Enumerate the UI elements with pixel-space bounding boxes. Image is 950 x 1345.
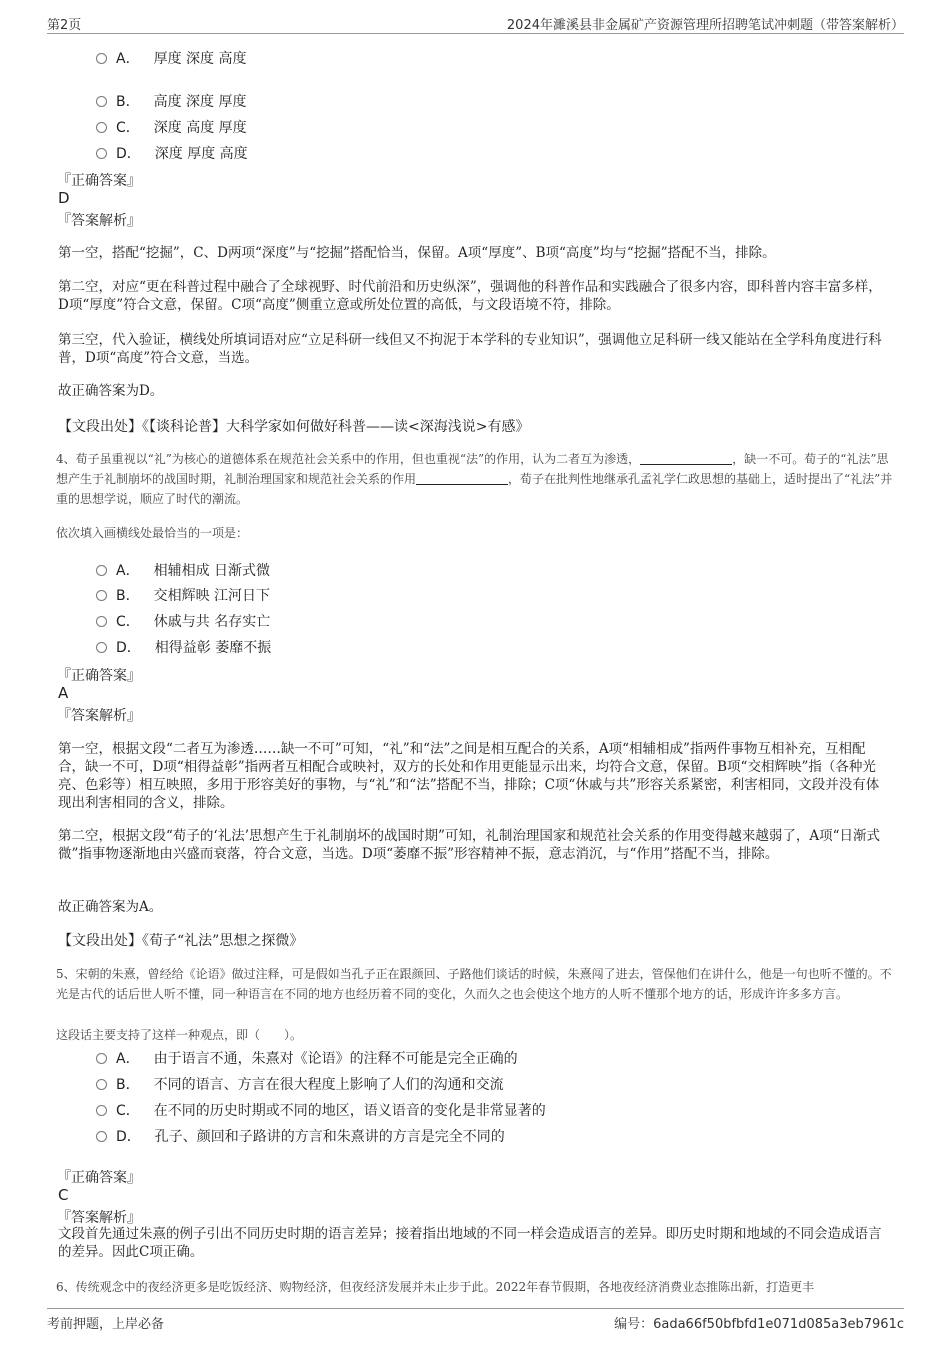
q3-option-d[interactable]: D． 深度 厚度 高度 xyxy=(96,143,248,163)
q5-analysis-label: 『答案解析』 xyxy=(57,1210,141,1226)
document-code: 编号：6ada66f50bfbfd1e071d085a3eb7961c xyxy=(614,1317,904,1332)
q5-answer-label: 『正确答案』 xyxy=(57,1170,141,1186)
q5-option-c[interactable]: C． 在不同的历史时期或不同的地区，语义语音的变化是非常显著的 xyxy=(96,1100,546,1120)
radio-icon[interactable] xyxy=(96,1105,107,1116)
page-footer xyxy=(47,1313,904,1331)
q4-analysis-p2: 第二空，根据文段“荀子的‘礼法’思想产生于礼制崩坏的战国时期”可知，礼制治理国家和规范社会关系的作用变得越来越弱了，A项“日渐式微”指事物逐渐地由兴盛而衰落，符合文意，当选。D项“萎靡不振”形容精神不振，意志消沉，与“作用”搭配不当，排除。 xyxy=(58,828,881,862)
q5-prompt: 这段话主要支持了这样一种观点，即（ ）。 xyxy=(56,1028,303,1042)
q3-analysis-p3: 第三空，代入验证，横线处所填词语对应“立足科研一线但又不拘泥于本学科的专业知识”，强调他立足科研一线又能站在全学科角度进行科普，D项“高度”符合文意，当选。 xyxy=(58,332,882,366)
q3-option-c[interactable]: C． 深度 高度 厚度 xyxy=(96,117,247,137)
radio-icon[interactable] xyxy=(96,616,107,627)
radio-icon[interactable] xyxy=(96,96,107,107)
q4-analysis-p1: 第一空，根据文段“二者互为渗透……缺一不可”可知，“礼”和“法”之间是相互配合的关系，A项“相辅相成”指两件事物互相补充，互相配合，缺一不可，D项“相得益彰”指两者互相配合或映衬，双方的长处和作用更能显示出来，均符合文意，保留。B项“交相辉映”指（各种光亮、色彩等）相互映照，多用于形容美好的事物，与“礼”和“法”搭配不当，排除；C项“休戚与共”形容关系紧密，利害相同，文段并没有体现出利害相同的含义，排除。 xyxy=(58,741,880,811)
q4-analysis-label: 『答案解析』 xyxy=(57,708,141,724)
q4-analysis-p3: 故正确答案为A。 xyxy=(58,899,163,915)
q3-answer-label: 『正确答案』 xyxy=(57,173,141,189)
q3-source: 【文段出处】《【谈科论普】大科学家如何做好科普——读<深海浅说>有感》 xyxy=(58,419,530,435)
q4-option-b[interactable]: B． 交相辉映 江河日下 xyxy=(96,585,270,605)
q4-stem: 4、荀子虽重视以“礼”为核心的道德体系在规范社会关系中的作用，但也重视“法”的作用，认为二者互为渗透， ，缺一不可。荀子的“礼法”思想产生于礼制崩坏的战国时期，礼制治理国家和规范社会关系的作用 ，荀子在批判性地继承孔孟礼学仁政思想的基础上，适时提出了“礼法”并重的思想学说，顺应了时代的潮流。 xyxy=(56,452,893,506)
q3-analysis-label: 『答案解析』 xyxy=(57,213,141,229)
q4-answer-label: 『正确答案』 xyxy=(57,668,141,684)
q4-blank-2 xyxy=(416,472,508,485)
q5-option-d[interactable]: D． 孔子、颜回和子路讲的方言和朱熹讲的方言是完全不同的 xyxy=(96,1126,505,1146)
q3-option-a[interactable]: A． 厚度 深度 高度 xyxy=(96,48,246,68)
q5-answer: C xyxy=(58,1186,69,1204)
page-number: 第2页 xyxy=(47,18,82,33)
q3-option-b[interactable]: B． 高度 深度 厚度 xyxy=(96,91,247,111)
q4-option-d[interactable]: D． 相得益彰 萎靡不振 xyxy=(96,637,271,657)
q3-answer: D xyxy=(58,189,70,207)
q3-analysis-p2: 第二空，对应“更在科普过程中融合了全球视野、时代前沿和历史纵深”，强调他的科普作品和实践融合了很多内容，即科普内容丰富多样，D项“厚度”符合文意，保留。C项“高度”侧重立意或所处位置的高低，与文段语境不符，排除。 xyxy=(58,279,882,313)
radio-icon[interactable] xyxy=(96,642,107,653)
q5-option-b[interactable]: B． 不同的语言、方言在很大程度上影响了人们的沟通和交流 xyxy=(96,1074,504,1094)
page-header xyxy=(47,14,904,32)
q3-analysis-p4: 故正确答案为D。 xyxy=(58,383,164,399)
radio-icon[interactable] xyxy=(96,1053,107,1064)
radio-icon[interactable] xyxy=(96,1131,107,1142)
q6-stem: 6、传统观念中的夜经济更多是吃饭经济、购物经济，但夜经济发展并未止步于此。2022年春节假期，各地夜经济消费业态推陈出新，打造更丰 xyxy=(56,1280,815,1294)
q4-option-c[interactable]: C． 休戚与共 名存实亡 xyxy=(96,611,270,631)
footer-divider xyxy=(47,1308,904,1309)
radio-icon[interactable] xyxy=(96,53,107,64)
q4-blank-1 xyxy=(640,452,732,465)
footer-slogan: 考前押题，上岸必备 xyxy=(47,1317,165,1332)
q4-answer: A xyxy=(58,684,69,702)
q4-source: 【文段出处】《荀子“礼法”思想之探微》 xyxy=(58,933,304,949)
radio-icon[interactable] xyxy=(96,1079,107,1090)
radio-icon[interactable] xyxy=(96,148,107,159)
q3-analysis-p1: 第一空，搭配“挖掘”，C、D两项“深度”与“挖掘”搭配恰当，保留。A项“厚度”、B项“高度”均与“挖掘”搭配不当，排除。 xyxy=(58,245,776,261)
q5-analysis: 文段首先通过朱熹的例子引出不同历史时期的语言差异；接着指出地域的不同一样会造成语言的差异。即历史时期和地域的不同会造成语言的差异。因此C项正确。 xyxy=(58,1226,882,1260)
q5-stem: 5、宋朝的朱熹，曾经给《论语》做过注释，可是假如当孔子正在跟颜回、子路他们谈话的时候，朱熹闯了进去，管保他们在讲什么，他是一句也听不懂的。不光是古代的话后世人听不懂，同一种语言在不同的地方也经历着不同的变化，久而久之也会使这个地方的人听不懂那个地方的话，形成许许多多方言。 xyxy=(56,967,892,1001)
radio-icon[interactable] xyxy=(96,122,107,133)
document-title: 2024年濉溪县非金属矿产资源管理所招聘笔试冲刺题（带答案解析） xyxy=(506,18,904,33)
q4-option-a[interactable]: A． 相辅相成 日渐式微 xyxy=(96,560,270,580)
header-divider xyxy=(47,33,904,34)
radio-icon[interactable] xyxy=(96,565,107,576)
radio-icon[interactable] xyxy=(96,590,107,601)
q4-prompt: 依次填入画横线处最恰当的一项是： xyxy=(56,526,249,540)
q5-option-a[interactable]: A． 由于语言不通，朱熹对《论语》的注释不可能是完全正确的 xyxy=(96,1048,518,1068)
